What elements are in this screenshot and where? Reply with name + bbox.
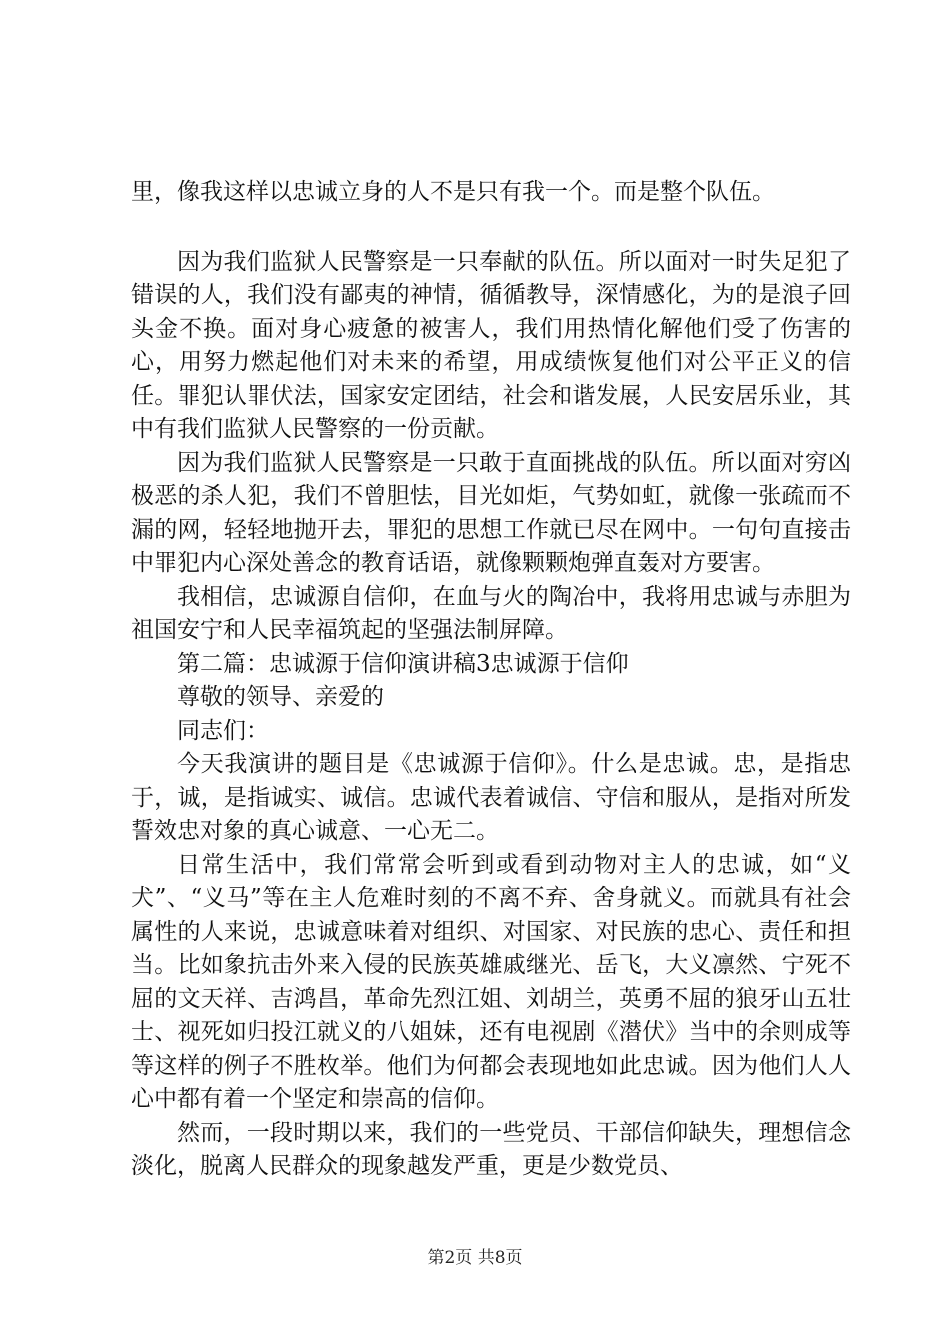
salutation-line-1: 尊敬的领导、亲爱的 xyxy=(177,684,384,710)
paragraph-challenge: 因为我们监狱人民警察是一只敢于直面挑战的队伍。所以面对穷凶极恶的杀人犯，我们不曾胆怯，目光如炬，气势如虹，就像一张疏而不漏的网，轻轻地抛开去，罪犯的思想工作就已尽在网中。一句句直接击中罪犯内心深处善念的教育话语，就像颗颗炮弹直轰对方要害。 xyxy=(131,449,851,576)
paragraph-examples: 日常生活中，我们常常会听到或看到动物对主人的忠诚，如“义犬”、“义马”等在主人危难时刻的不离不弃、舍身就义。而就具有社会属性的人来说，忠诚意味着对组织、对国家、对民族的忠心、责任和担当。比如象抗击外来入侵的民族英雄戚继光、岳飞，大义凛然、宁死不屈的文天祥、吉鸿昌，革命先烈江姐、刘胡兰，英勇不屈的狼牙山五壮士、视死如归投江就义的八姐妹，还有电视剧《潜伏》当中的余则成等等这样的例子不胜枚举。他们为何都会表现地如此忠诚。因为他们人人心中都有着一个坚定和崇高的信仰。 xyxy=(131,851,851,1112)
paragraph-dedication: 因为我们监狱人民警察是一只奉献的队伍。所以面对一时失足犯了错误的人，我们没有鄙夷的神情，循循教导，深情感化，为的是浪子回头金不换。面对身心疲惫的被害人，我们用热情化解他们受了伤害的心，用努力燃起他们对未来的希望，用成绩恢复他们对公平正义的信任。罪犯认罪伏法，国家安定团结，社会和谐发展，人民安居乐业，其中有我们监狱人民警察的一份贡献。 xyxy=(131,248,851,442)
paragraph-however: 然而，一段时期以来，我们的一些党员、干部信仰缺失，理想信念淡化，脱离人民群众的现象越发严重，更是少数党员、 xyxy=(131,1119,851,1179)
paragraph-belief: 我相信，忠诚源自信仰，在血与火的陶冶中，我将用忠诚与赤胆为祖国安宁和人民幸福筑起的坚强法制屏障。 xyxy=(131,583,851,643)
salutation-line-2: 同志们： xyxy=(177,717,269,744)
document-body xyxy=(131,176,851,1184)
paragraph-continuation: 里，像我这样以忠诚立身的人不是只有我一个。而是整个队伍。 xyxy=(131,179,775,205)
paragraph-topic: 今天我演讲的题目是《忠诚源于信仰》。什么是忠诚。忠，是指忠于，诚，是指诚实、诚信。忠诚代表着诚信、守信和服从，是指对所发誓效忠对象的真心诚意、一心无二。 xyxy=(131,751,851,844)
page-number-footer: 第2页 共8页 xyxy=(427,1248,523,1268)
section-heading: 第二篇：忠诚源于信仰演讲稿3忠诚源于信仰 xyxy=(177,650,629,677)
